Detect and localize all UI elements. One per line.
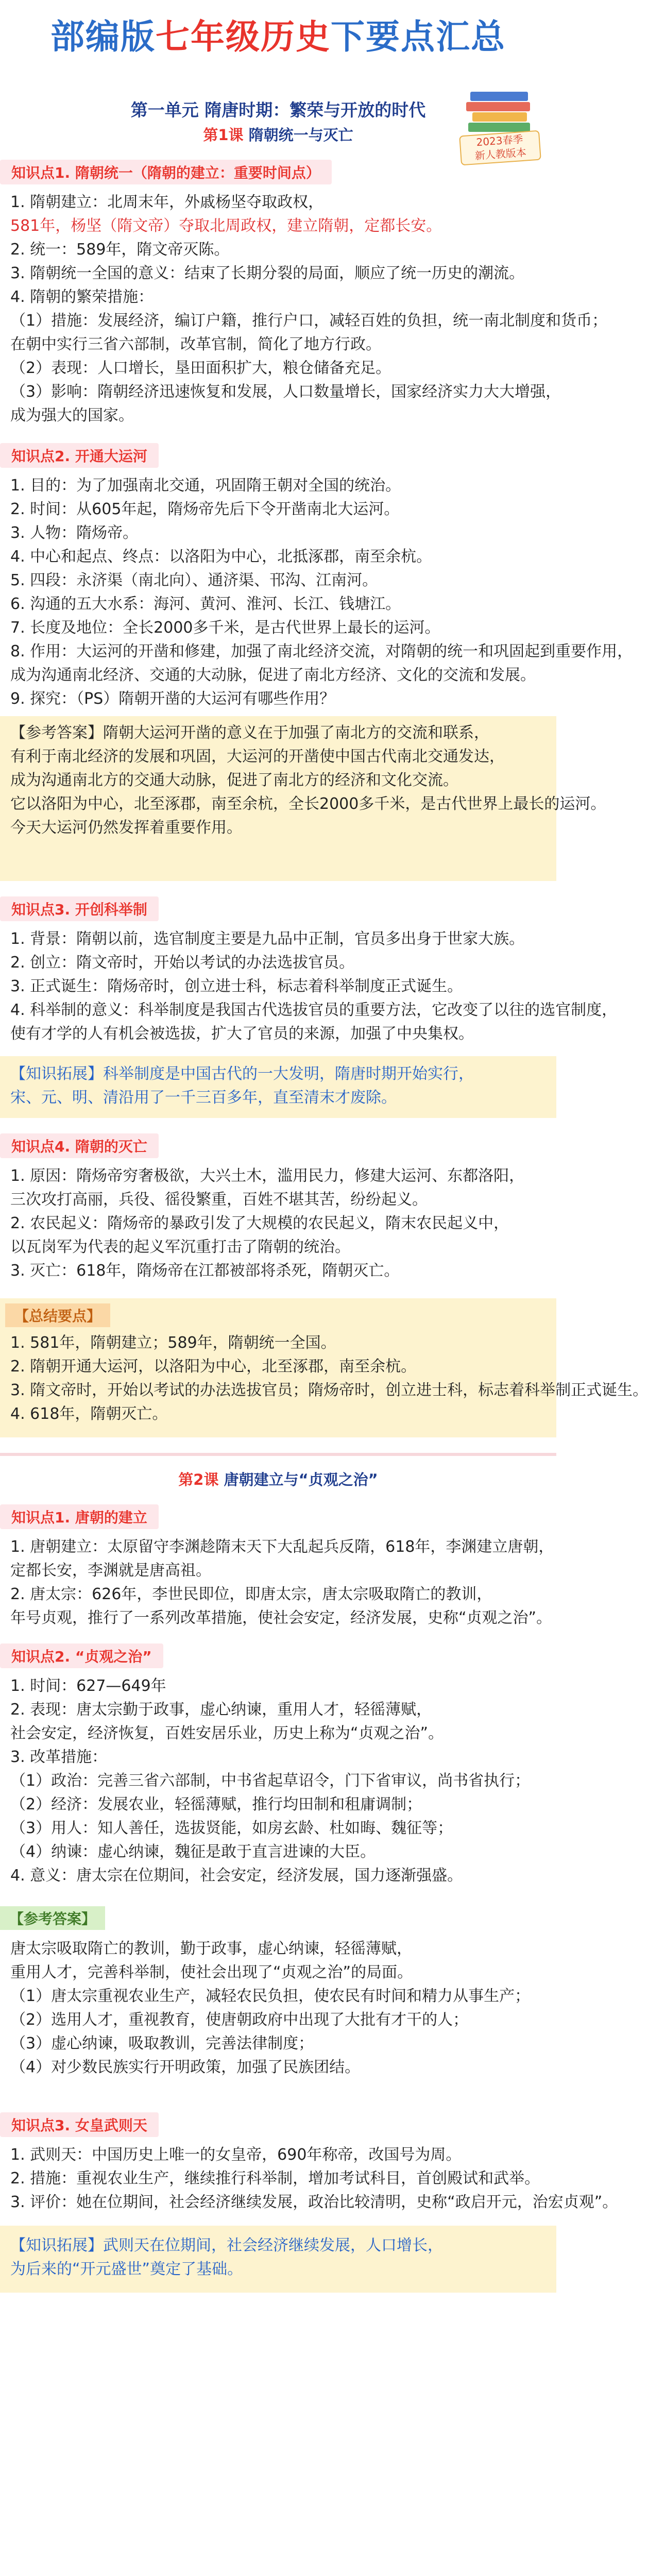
text-line: 4. 618年，隋朝灭亡。 xyxy=(10,1405,168,1423)
text-line: 1. 原因：隋炀帝穷奢极欲，大兴土木，滥用民力，修建大运河、东都洛阳， xyxy=(10,1167,525,1185)
title-part-2: 七年级历史 xyxy=(156,16,331,57)
text-line: （4）对少数民族实行开明政策，加强了民族团结。 xyxy=(10,2058,361,2076)
text-line: （2）经济：发展农业，轻徭薄赋，推行均田制和租庸调制； xyxy=(10,1795,422,1814)
extension-box xyxy=(0,1056,556,1118)
text-line: 1. 武则天：中国历史上唯一的女皇帝，690年称帝，改国号为周。 xyxy=(10,2146,462,2164)
section-body xyxy=(10,927,618,1046)
text-line: 使有才学的人有机会被选拔，扩大了官员的来源，加强了中央集权。 xyxy=(10,1025,474,1043)
text-line: 2. 农民起义：隋炀帝的暴政引发了大规模的农民起义，隋末农民起义中， xyxy=(10,1214,509,1232)
text-line: （3）虚心纳谏，吸取教训，完善法律制度； xyxy=(10,2035,314,2053)
text-line: 4. 意义：唐太宗在位期间，社会安定，经济发展，国力逐渐强盛。 xyxy=(10,1867,463,1885)
text-line: 【知识拓展】科举制度是中国古代的一大发明，隋唐时期开始实行， xyxy=(10,1065,474,1083)
text-line: 【参考答案】隋朝大运河开凿的意义在于加强了南北方的交流和联系， xyxy=(10,724,489,742)
text-line: 581年，杨坚（隋文帝）夺取北周政权，建立隋朝，定都长安。 xyxy=(10,217,442,235)
section-header xyxy=(0,1643,163,1668)
section-body xyxy=(10,1164,546,1283)
text-line: 2. 时间：从605年起，隋炀帝先后下令开凿南北大运河。 xyxy=(10,500,400,518)
text-line: 4. 科举制的意义：科举制度是我国古代选拔官员的重要方法，它改变了以往的选官制度， xyxy=(10,1001,618,1019)
text-line: 1. 581年，隋朝建立；589年，隋朝统一全国。 xyxy=(10,1334,336,1352)
section-header-text: 知识点1. 隋朝统一（隋朝的建立：重要时间点） xyxy=(11,164,320,181)
section-header-text: 知识点4. 隋朝的灭亡 xyxy=(11,1138,147,1155)
text-line: （1）唐太宗重视农业生产，减轻农民负担，使农民有时间和精力从事生产； xyxy=(10,1987,531,2005)
summary-header xyxy=(5,1303,110,1327)
text-line: （3）影响：隋朝经济迅速恢复和发展，人口数量增长，国家经济实力大大增强， xyxy=(10,383,561,401)
section-header xyxy=(0,896,159,921)
section-header-text: 知识点2. 开通大运河 xyxy=(11,448,147,465)
answer-header xyxy=(0,1906,105,1930)
text-line: （1）政治：完善三省六部制，中书省起草诏令，门下省审议，尚书省执行； xyxy=(10,1772,531,1790)
text-line: 今天大运河仍然发挥着重要作用。 xyxy=(10,819,242,837)
divider xyxy=(0,1453,556,1456)
text-line: 7. 长度及地位：全长2000多千米，是古代世界上最长的运河。 xyxy=(10,619,440,637)
summary-body xyxy=(10,1331,648,1426)
answer-body xyxy=(10,1937,546,2079)
section-header-text: 知识点3. 开创科举制 xyxy=(11,901,147,918)
section-header xyxy=(0,443,159,468)
lesson-1-name: 隋朝统一与灭亡 xyxy=(248,126,353,144)
text-line: 1. 唐朝建立：太原留守李渊趁隋末天下大乱起兵反隋，618年，李渊建立唐朝， xyxy=(10,1538,554,1556)
text-line: 3. 隋朝统一全国的意义：结束了长期分裂的局面，顺应了统一历史的潮流。 xyxy=(10,264,525,282)
section-body xyxy=(10,2143,618,2214)
text-line: 3. 人物：隋炀帝。 xyxy=(10,524,139,542)
summary-header-text: 【总结要点】 xyxy=(14,1308,101,1325)
text-line: 重用人才，完善科举制，使社会出现了“贞观之治”的局面。 xyxy=(10,1963,413,1981)
lesson-2-name: 唐朝建立与“贞观之治” xyxy=(224,1471,378,1488)
section-header xyxy=(0,160,332,184)
text-line: 3. 灭亡：618年，隋炀帝在江都被部将杀死，隋朝灭亡。 xyxy=(10,1262,400,1280)
extension-box xyxy=(0,2226,556,2293)
section-header-text: 知识点2. “贞观之治” xyxy=(11,1648,152,1665)
text-line: （2）选用人才，重视教育，使唐朝政府中出现了大批有才干的人； xyxy=(10,2011,469,2029)
text-line: 3. 评价：她在位期间，社会经济继续发展，政治比较清明，史称“政启开元，治宏贞观”。 xyxy=(10,2193,618,2211)
extension-body xyxy=(10,2234,546,2281)
text-line: （2）表现：人口增长，垦田面积扩大，粮仓储备充足。 xyxy=(10,359,391,377)
text-line: 3. 正式诞生：隋炀帝时，创立进士科，标志着科举制度正式诞生。 xyxy=(10,977,463,995)
text-line: 社会安定，经济恢复，百姓安居乐业，历史上称为“贞观之治”。 xyxy=(10,1724,444,1742)
text-line: 2. 隋朝开通大运河，以洛阳为中心，北至涿郡，南至余杭。 xyxy=(10,1358,417,1376)
section-body xyxy=(10,191,608,428)
section-header-text: 知识点3. 女皇武则天 xyxy=(11,2117,147,2134)
text-line: 2. 创立：隋文帝时，开始以考试的办法选拔官员。 xyxy=(10,954,355,972)
text-line: 为后来的“开元盛世”奠定了基础。 xyxy=(10,2260,243,2278)
badge-line-2: 新人教版本 xyxy=(474,146,527,162)
text-line: 它以洛阳为中心，北至涿郡，南至余杭，全长2000多千米，是古代世界上最长的运河。 xyxy=(10,795,606,813)
text-line: 2. 表现：唐太宗勤于政事，虚心纳谏，重用人才，轻徭薄赋， xyxy=(10,1701,432,1719)
text-line: 6. 沟通的五大水系：海河、黄河、淮河、长江、钱塘江。 xyxy=(10,595,401,613)
answer-body xyxy=(10,721,606,840)
section-body xyxy=(10,474,633,711)
text-line: （3）用人：知人善任，选拔贤能，如房玄龄、杜如晦、魏征等； xyxy=(10,1819,453,1837)
text-line: 5. 四段：永济渠（南北向）、通济渠、邗沟、江南河。 xyxy=(10,571,378,589)
text-line: （4）纳谏：虚心纳谏，魏征是敢于直言进谏的大臣。 xyxy=(10,1843,376,1861)
lesson-1-title xyxy=(0,124,556,145)
text-line: 成为强大的国家。 xyxy=(10,406,134,425)
text-line: 三次攻打高丽，兵役、徭役繁重，百姓不堪其苦，纷纷起义。 xyxy=(10,1191,428,1209)
section-header xyxy=(0,1504,159,1529)
extension-body xyxy=(10,1062,546,1110)
text-line: 1. 背景：隋朝以前，选官制度主要是九品中正制，官员多出身于世家大族。 xyxy=(10,930,525,948)
answer-box xyxy=(0,716,606,881)
answer-header-text: 【参考答案】 xyxy=(9,1910,96,1927)
text-line: 有利于南北经济的发展和巩固，大运河的开凿使中国古代南北交通发达， xyxy=(10,748,505,766)
text-line: 定都长安，李渊就是唐高祖。 xyxy=(10,1562,211,1580)
lesson-2-number: 第2课 xyxy=(178,1471,219,1488)
text-line: 宋、元、明、清沿用了一千三百多年，直至清末才废除。 xyxy=(10,1089,397,1107)
title-part-1: 部编版 xyxy=(50,16,156,57)
text-line: 【知识拓展】武则天在位期间，社会经济继续发展，人口增长， xyxy=(10,2236,443,2255)
text-line: 2. 统一：589年，隋文帝灭陈。 xyxy=(10,241,230,259)
section-body xyxy=(10,1535,554,1630)
text-line: 成为沟通南北方的交通大动脉，促进了南北方的经济和文化交流。 xyxy=(10,771,458,789)
text-line: （1）措施：发展经济，编订户籍，推行户口，减轻百姓的负担，统一南北制度和货币； xyxy=(10,312,608,330)
text-line: 3. 改革措施： xyxy=(10,1748,108,1766)
text-line: 1. 隋朝建立：北周末年，外戚杨坚夺取政权， xyxy=(10,193,324,211)
unit-title: 第一单元 隋唐时期：繁荣与开放的时代 xyxy=(130,100,426,120)
text-line: 8. 作用：大运河的开凿和修建，加强了南北经济交流，对隋朝的统一和巩固起到重要作用， xyxy=(10,642,633,660)
text-line: 3. 隋文帝时，开始以考试的办法选拔官员；隋炀帝时，创立进士科，标志着科举制正式诞生。 xyxy=(10,1381,648,1399)
lesson-2-title xyxy=(0,1468,556,1489)
title-part-3: 下要点汇总 xyxy=(331,16,506,57)
text-line: 2. 措施：重视农业生产，继续推行科举制，增加考试科目，首创殿试和武举。 xyxy=(10,2170,540,2188)
text-line: 以瓦岗军为代表的起义军沉重打击了隋朝的统治。 xyxy=(10,1238,350,1256)
section-header-text: 知识点1. 唐朝的建立 xyxy=(11,1509,147,1526)
text-line: 9. 探究：（PS）隋朝开凿的大运河有哪些作用？ xyxy=(10,690,335,708)
text-line: 4. 中心和起点、终点：以洛阳为中心，北抵涿郡，南至余杭。 xyxy=(10,548,432,566)
badge-line-1: 2023春季 xyxy=(475,132,524,149)
text-line: 唐太宗吸取隋亡的教训，勤于政事，虚心纳谏，轻徭薄赋， xyxy=(10,1940,412,1958)
text-line: 4. 隋朝的繁荣措施： xyxy=(10,288,154,306)
summary-box xyxy=(0,1298,648,1437)
section-header xyxy=(0,1133,159,1158)
text-line: 1. 目的：为了加强南北交通，巩固隋王朝对全国的统治。 xyxy=(10,477,401,495)
lesson-1-number: 第1课 xyxy=(203,126,244,144)
page-title xyxy=(0,0,556,67)
text-line: 1. 时间：627—649年 xyxy=(10,1677,166,1695)
text-line: 成为沟通南北经济、交通的大动脉，促进了南北方经济、文化的交流和发展。 xyxy=(10,666,536,684)
text-line: 2. 唐太宗：626年，李世民即位，即唐太宗，唐太宗吸取隋亡的教训， xyxy=(10,1585,492,1603)
text-line: 在朝中实行三省六部制，改革官制，简化了地方行政。 xyxy=(10,335,381,353)
section-header xyxy=(0,2112,159,2137)
section-body xyxy=(10,1674,546,1888)
text-line: 年号贞观，推行了一系列改革措施，使社会安定，经济发展，史称“贞观之治”。 xyxy=(10,1609,552,1627)
